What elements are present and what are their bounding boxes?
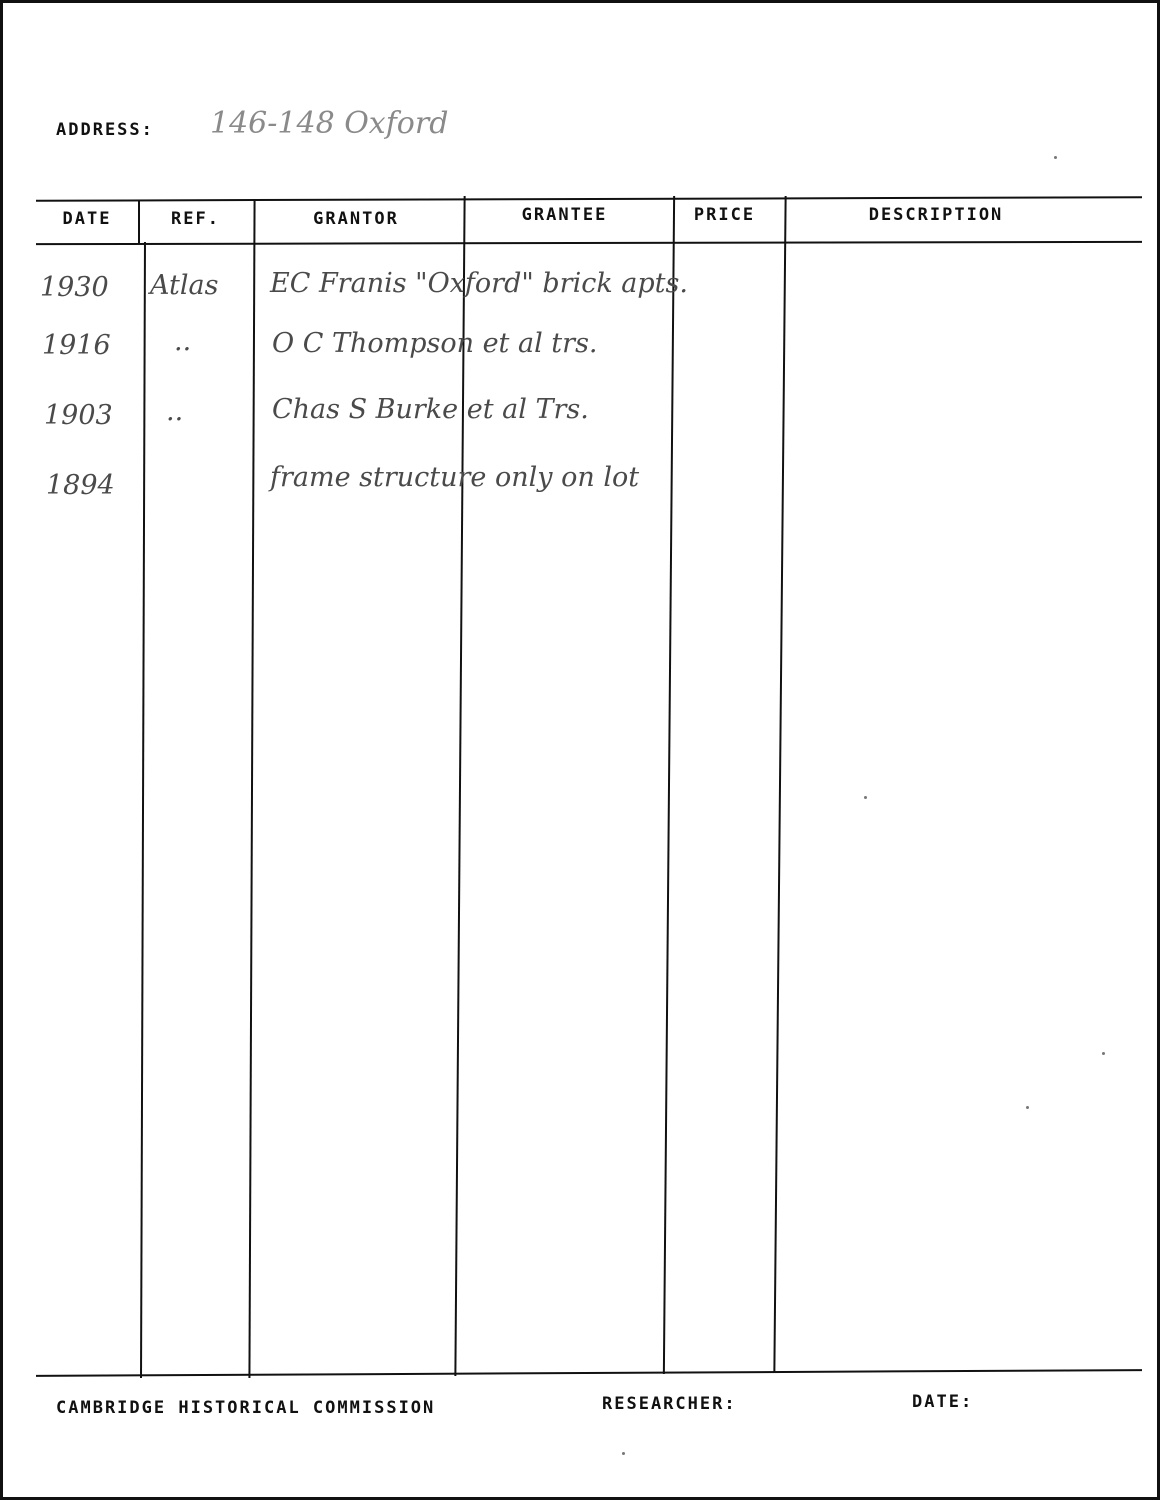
column-header-date: DATE	[62, 209, 112, 229]
address-label: ADDRESS:	[56, 120, 154, 140]
footer-organization: CAMBRIDGE HISTORICAL COMMISSION	[56, 1398, 436, 1418]
address-value: 146-148 Oxford	[210, 106, 449, 141]
row-entry-text: O C Thompson et al trs.	[272, 328, 598, 359]
row-date: 1916	[42, 330, 111, 361]
column-header-price: PRICE	[693, 205, 756, 225]
row-date: 1903	[44, 400, 113, 431]
column-header-ref: REF.	[171, 209, 220, 229]
column-header-grantor: GRANTOR	[313, 209, 399, 229]
row-date: 1894	[46, 470, 115, 501]
row-ref: Atlas	[150, 270, 219, 301]
scan-speck	[622, 1452, 625, 1455]
scan-speck	[1054, 156, 1057, 159]
researcher-label: RESEARCHER:	[602, 1394, 737, 1414]
column-header-description: DESCRIPTION	[868, 205, 1004, 225]
scan-speck	[1102, 1052, 1105, 1055]
row-entry-text: Chas S Burke et al Trs.	[272, 394, 589, 425]
row-entry-text: frame structure only on lot	[270, 462, 640, 493]
row-ref: ..	[166, 396, 184, 427]
scan-speck	[864, 796, 867, 799]
scan-speck	[1026, 1106, 1029, 1109]
row-entry-text: EC Franis "Oxford" brick apts.	[270, 268, 688, 299]
row-ref: ..	[174, 326, 192, 357]
footer-date-label: DATE:	[912, 1392, 974, 1412]
row-date: 1930	[40, 272, 109, 303]
column-header-grantee: GRANTEE	[521, 205, 608, 225]
